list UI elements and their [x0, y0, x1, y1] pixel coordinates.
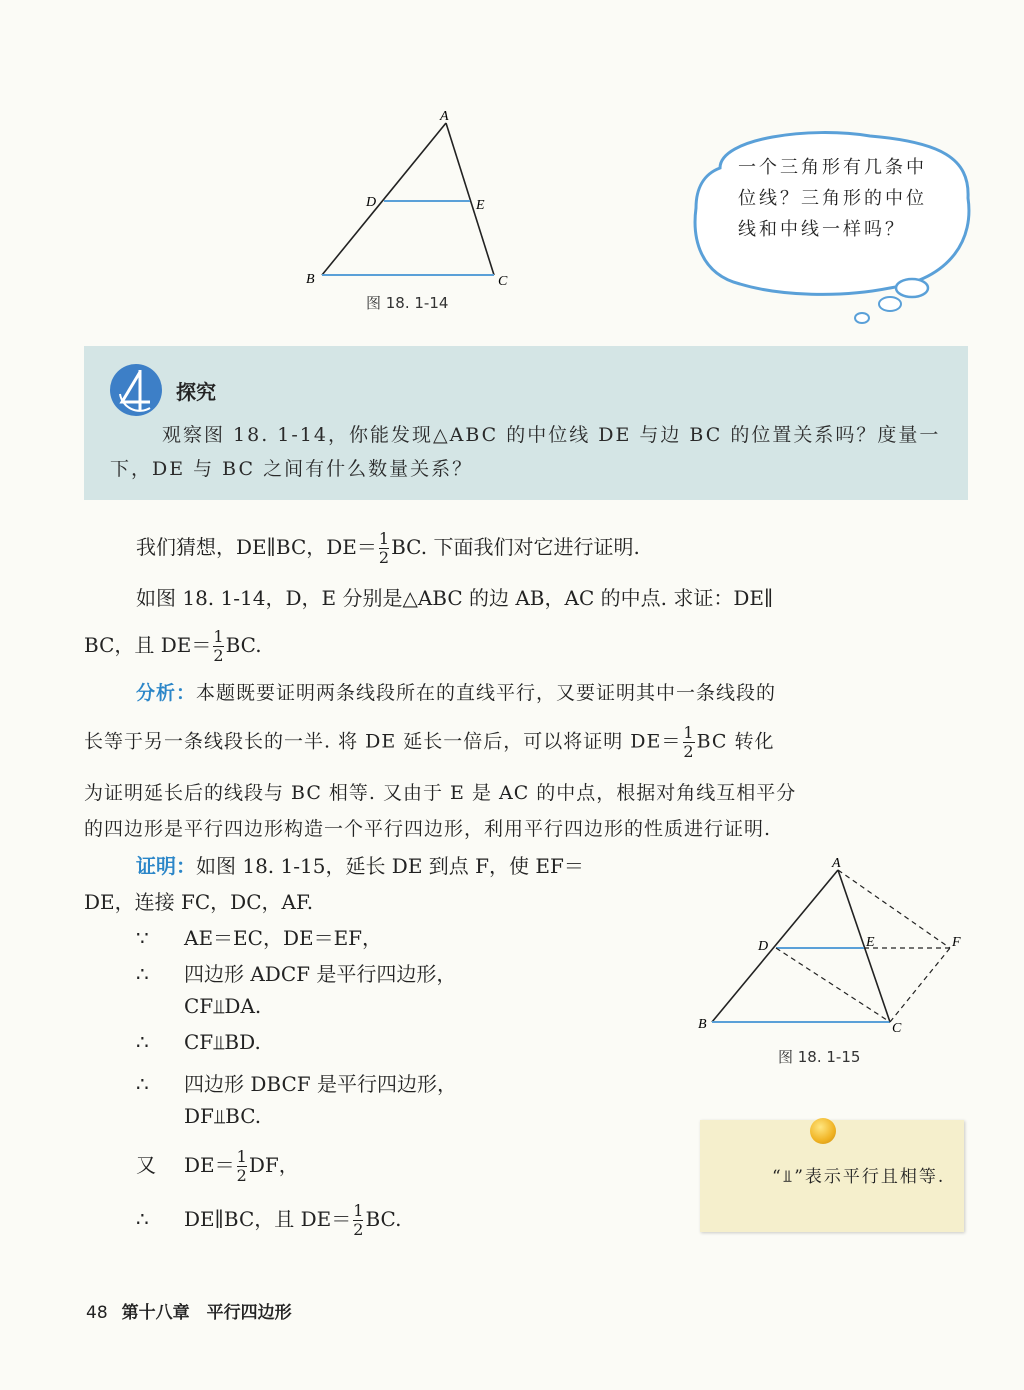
frac-den: 2: [236, 1166, 247, 1185]
conjecture-prefix: 我们猜想，DE∥BC，DE＝: [136, 535, 377, 559]
analysis-text-1: 本题既要证明两条线段所在的直线平行，又要证明其中一条线段的: [196, 682, 777, 704]
frac-den: 2: [213, 646, 224, 665]
frac-num: 1: [236, 1147, 247, 1166]
pushpin-icon: [810, 1118, 836, 1144]
conjecture-fraction: [379, 530, 389, 567]
proof-step-text: DF⫫BC.: [184, 1104, 262, 1128]
analysis-line-2-suffix: BC 转化: [696, 730, 775, 753]
fig1-label-c: C: [498, 274, 508, 289]
triangle-figure-1: [300, 105, 520, 295]
proof-final-line: [136, 1202, 401, 1239]
fig2-label-a: A: [832, 856, 841, 871]
proof-symbol: ∴: [136, 1072, 149, 1096]
proof-again-line: [136, 1148, 299, 1185]
fig2-label-f: F: [952, 935, 961, 950]
analysis-fraction: [683, 724, 694, 761]
final-prefix: DE∥BC，且 DE＝: [184, 1207, 352, 1231]
proof-text-1: 如图 18. 1-15，延长 DE 到点 F，使 EF＝: [196, 854, 584, 878]
proof-symbol: ∴: [136, 1030, 149, 1054]
explore-title: 探究: [176, 380, 216, 404]
problem-line-1: 如图 18. 1-14，D，E 分别是△ABC 的边 AB，AC 的中点. 求证：DE∥: [136, 586, 774, 610]
chapter-title: 第十八章 平行四边形: [121, 1303, 292, 1323]
frac-num: 1: [213, 627, 224, 646]
conjecture-suffix: BC. 下面我们对它进行证明.: [391, 535, 640, 559]
proof-line-1: [136, 850, 584, 879]
fig1-label-a: A: [440, 109, 449, 124]
proof-step-text: 四边形 ADCF 是平行四边形，: [184, 962, 457, 986]
note-text: “⫫”表示平行且相等.: [772, 1167, 946, 1187]
fig2-label-e: E: [866, 935, 875, 950]
problem-line-2-prefix: BC，且 DE＝: [84, 633, 212, 657]
analysis-line-2: [84, 724, 775, 761]
proof-step: [136, 1068, 457, 1097]
explore-section: [84, 346, 968, 500]
explore-icon: [110, 364, 162, 416]
proof-step: [136, 922, 382, 951]
frac-num: 1: [683, 723, 695, 742]
analysis-line-4: 的四边形是平行四边形构造一个平行四边形，利用平行四边形的性质进行证明.: [84, 818, 772, 840]
conjecture-line: [136, 530, 640, 567]
analysis-line-2-prefix: 长等于另一条线段长的一半. 将 DE 延长一倍后，可以将证明 DE＝: [84, 730, 682, 753]
problem-fraction: [213, 628, 223, 665]
fig2-label-d: D: [758, 939, 769, 954]
explore-body: 观察图 18. 1-14，你能发现△ABC 的中位线 DE 与边 BC 的位置关系吗？度量一下，DE 与 BC 之间有什么数量关系？: [110, 424, 941, 480]
figure-1-caption: 图 18. 1-14: [366, 294, 449, 312]
fig2-label-b: B: [698, 1017, 707, 1032]
proof-step: [136, 958, 456, 987]
fig1-label-b: B: [306, 272, 315, 287]
again-prefix: DE＝: [184, 1153, 235, 1177]
frac-num: 1: [378, 529, 390, 548]
final-suffix: BC.: [365, 1207, 402, 1231]
frac-den: 2: [378, 548, 390, 567]
proof-label: 证明：: [136, 854, 196, 878]
proof-symbol: ∴: [136, 962, 149, 986]
bubble-question: 一个三角形有几条中位线？三角形的中位线和中线一样吗？: [738, 157, 927, 240]
proof-symbol: ∵: [136, 926, 149, 950]
analysis-line-1: [136, 678, 776, 705]
frac-den: 2: [683, 742, 695, 761]
parallelogram-figure-2: [694, 852, 974, 1042]
fig1-label-d: D: [366, 195, 377, 210]
proof-step-text: AE＝EC，DE＝EF，: [184, 926, 383, 950]
proof-step-text: 四边形 DBCF 是平行四边形，: [184, 1072, 457, 1096]
again-suffix: DF，: [248, 1153, 299, 1177]
final-fraction: [353, 1202, 363, 1239]
proof-symbol: 又: [136, 1153, 156, 1177]
page-number: 48: [86, 1303, 108, 1323]
proof-symbol: ∴: [136, 1207, 149, 1231]
proof-step-text: CF⫫BD.: [184, 1030, 261, 1054]
proof-step-text: CF⫫DA.: [184, 994, 262, 1018]
frac-den: 2: [353, 1220, 364, 1239]
proof-step: [136, 1104, 261, 1128]
analysis-line-3: 为证明延长后的线段与 BC 相等. 又由于 E 是 AC 的中点，根据对角线互相平分: [84, 782, 797, 804]
frac-num: 1: [353, 1201, 364, 1220]
problem-line-2: [84, 628, 262, 665]
figure-2-caption: 图 18. 1-15: [778, 1048, 861, 1066]
proof-step: [136, 1030, 261, 1054]
fig2-label-c: C: [892, 1021, 902, 1036]
page-footer: [86, 1298, 292, 1323]
problem-line-2-suffix: BC.: [225, 633, 262, 657]
again-fraction: [237, 1148, 247, 1185]
proof-line-2: DE，连接 FC，DC，AF.: [84, 890, 314, 914]
proof-step: [136, 994, 261, 1018]
fig1-label-e: E: [476, 198, 485, 213]
analysis-label: 分析：: [136, 682, 197, 704]
